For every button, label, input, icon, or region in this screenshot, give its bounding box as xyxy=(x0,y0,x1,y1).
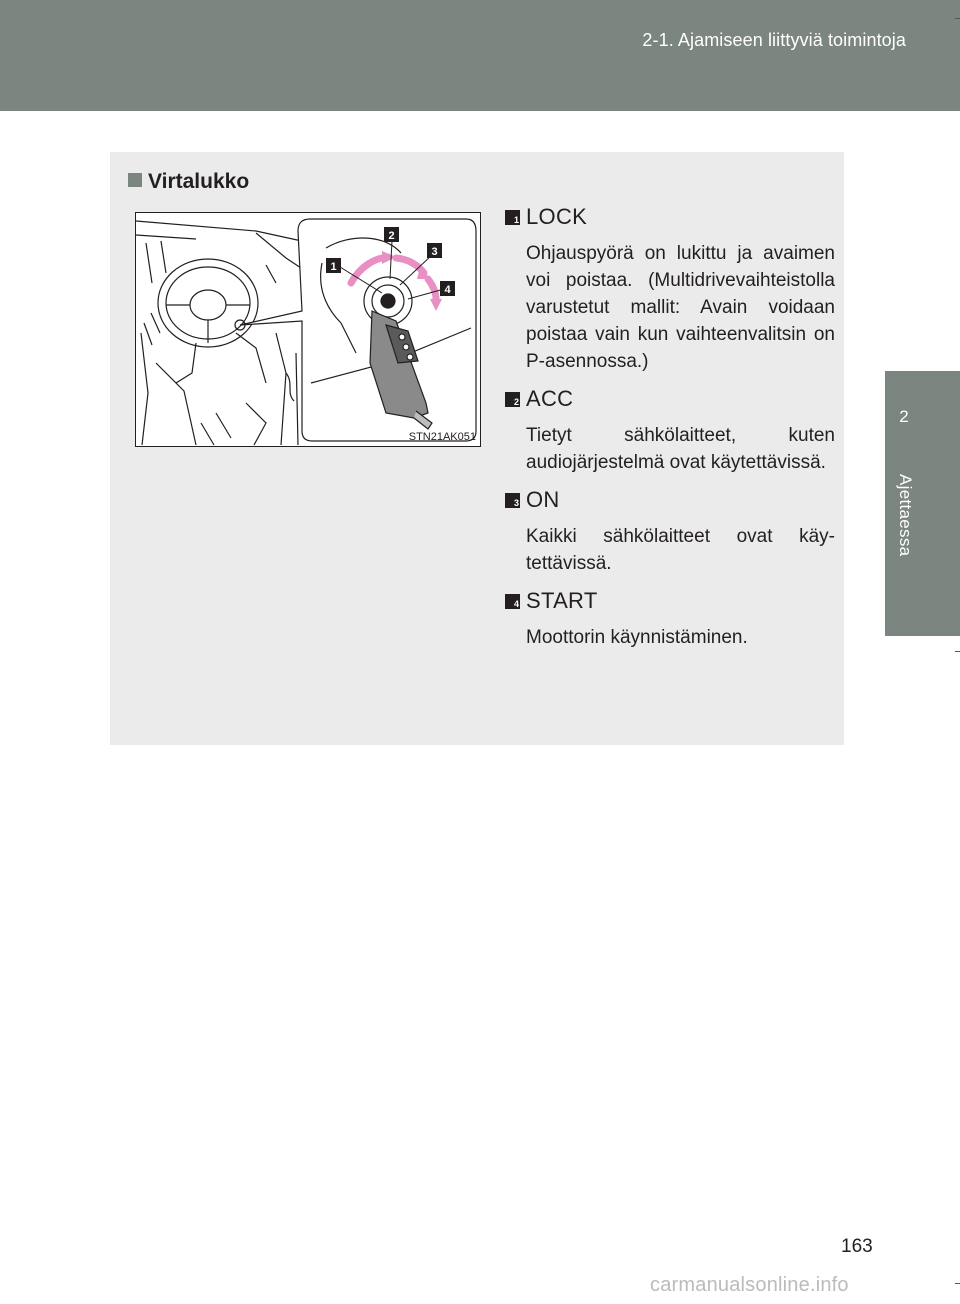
item-label: LOCK xyxy=(526,204,588,229)
chapter-side-band xyxy=(885,468,960,636)
watermark: carmanualsonline.info xyxy=(650,1274,849,1296)
badge-number: 1 xyxy=(513,214,519,225)
callout-label: 3 xyxy=(431,246,438,258)
callout-badge-3 xyxy=(427,243,442,258)
list-item-lock xyxy=(505,204,835,375)
list-item-start xyxy=(505,588,835,651)
chapter-label: Ajettaessa xyxy=(896,474,915,557)
list-item-on xyxy=(505,487,835,577)
item-description: Ohjauspyörä on lukittu ja avaimen voi poistaa. (Multidrivevaihteistolla varustetut mallit: Avain voidaan poistaa vain kun vaihteenvalitsin on P-asennossa.) xyxy=(526,243,835,372)
list-item-acc xyxy=(505,386,835,476)
chapter-tab xyxy=(885,371,960,468)
ignition-switch-illustration xyxy=(135,212,481,447)
number-badge xyxy=(505,210,520,225)
crop-mark xyxy=(955,651,960,652)
callout-badge-1 xyxy=(326,258,341,273)
item-title xyxy=(505,204,835,230)
ignition-switch-drawing xyxy=(136,213,480,446)
item-label: START xyxy=(526,588,598,613)
callout-badge-2 xyxy=(384,227,399,242)
number-badge xyxy=(505,493,520,508)
number-badge xyxy=(505,392,520,407)
page-header xyxy=(0,0,960,111)
callout-badge-4 xyxy=(440,281,455,296)
callout-label: 4 xyxy=(444,284,451,296)
item-description: Tietyt sähkölaitteet, kuten audiojärjestelmä ovat käytettävissä. xyxy=(526,425,835,473)
item-title xyxy=(505,487,835,513)
chapter-title: 2-1. Ajamiseen liittyviä toimintoja xyxy=(642,30,906,50)
page-number: 163 xyxy=(841,1236,873,1257)
item-title xyxy=(505,386,835,412)
callout-label: 2 xyxy=(388,230,395,242)
crop-mark xyxy=(955,18,960,19)
callout-label: 1 xyxy=(330,261,337,273)
badge-number: 4 xyxy=(513,598,519,609)
ignition-switch-section xyxy=(110,152,844,745)
badge-number: 3 xyxy=(513,497,519,508)
figure-code: STN21AK051 xyxy=(408,431,476,443)
square-bullet-icon xyxy=(128,173,142,187)
item-label: ACC xyxy=(526,386,574,411)
crop-mark xyxy=(955,1283,960,1284)
chapter-number: 2 xyxy=(899,407,909,426)
item-title xyxy=(505,588,835,614)
section-heading xyxy=(128,170,249,194)
item-description: Kaikki sähkölaitteet ovat käytettävissä. xyxy=(526,526,835,574)
section-heading-text: Virtalukko xyxy=(148,170,250,193)
badge-number: 2 xyxy=(513,396,519,407)
number-badge xyxy=(505,594,520,609)
item-label: ON xyxy=(526,487,560,512)
switch-position-list xyxy=(505,204,835,651)
item-description: Moottorin käynnistäminen. xyxy=(526,627,748,648)
